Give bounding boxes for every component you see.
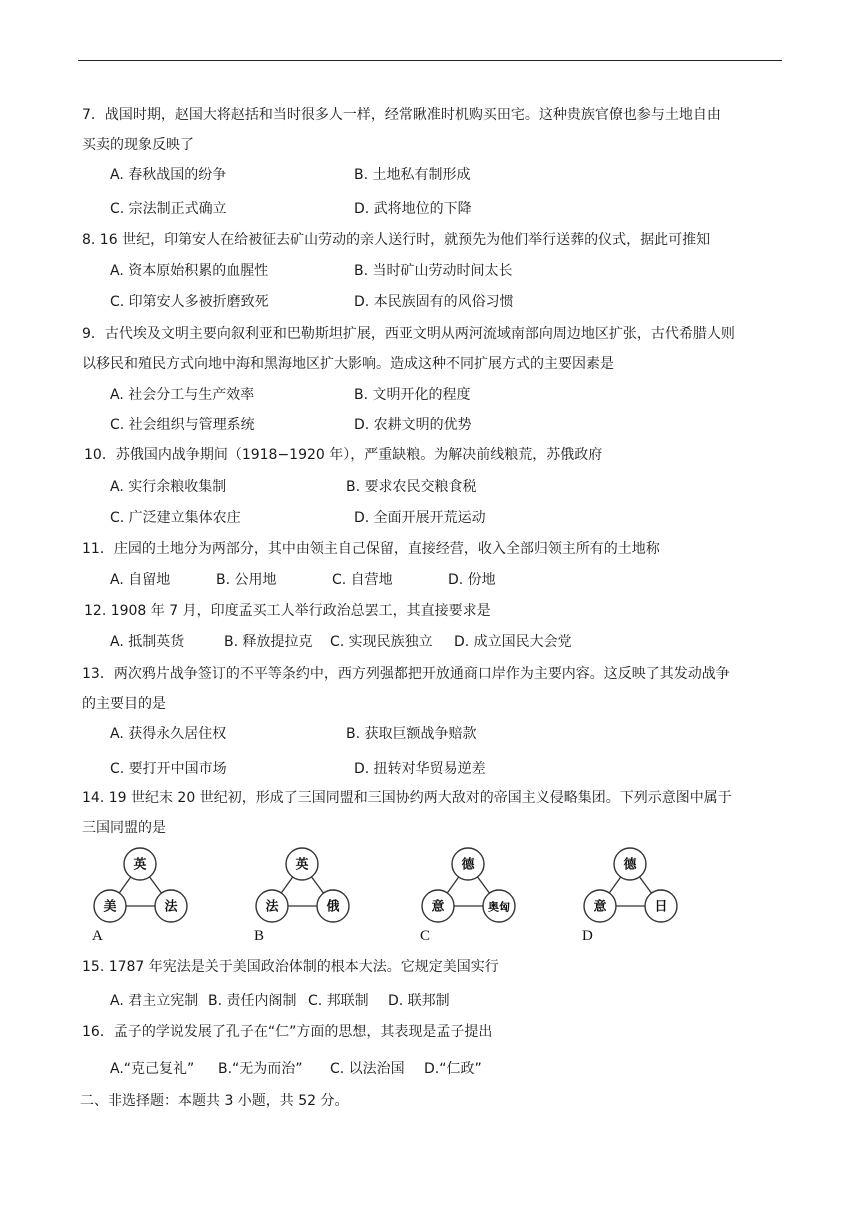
question-9-option-d: D. 农耕文明的优势 xyxy=(354,417,472,433)
question-11-stem-line-1: 11．庄园的土地分为两部分，其中由领主自己保留，直接经营，收入全部归领主所有的土地称 xyxy=(82,541,660,557)
section-heading: 二、非选择题：本题共 3 小题，共 52 分。 xyxy=(80,1093,349,1109)
diagram-letter: A xyxy=(92,928,103,944)
question-13-stem-line-1: 13．两次鸦片战争签订的不平等条约中，西方列强都把开放通商口岸作为主要内容。这反映了其发动战争 xyxy=(82,666,730,682)
question-15-option-d: D. 联邦制 xyxy=(388,993,450,1009)
question-7-option-b: B. 土地私有制形成 xyxy=(354,167,471,183)
diagram-node-label: 德 xyxy=(461,857,475,873)
question-13-option-b: B. 获取巨额战争赔款 xyxy=(346,726,477,742)
question-7-stem-line-2: 买卖的现象反映了 xyxy=(82,137,194,153)
diagram-node-label: 德 xyxy=(623,857,637,873)
diagram-node-label: 法 xyxy=(265,899,279,915)
diagram-node-label: 英 xyxy=(295,857,309,873)
question-14-stem-line-2: 三国同盟的是 xyxy=(82,820,166,836)
question-15-option-c: C. 邦联制 xyxy=(308,993,369,1009)
question-15-option-a: A. 君主立宪制 xyxy=(110,993,199,1009)
alliance-diagrams-svg xyxy=(80,842,700,952)
question-13-option-c: C. 要打开中国市场 xyxy=(110,761,227,777)
diagram-letter: B xyxy=(254,928,265,944)
question-15-stem-line-1: 15. 1787 年宪法是关于美国政治体制的根本大法。它规定美国实行 xyxy=(82,959,499,975)
diagram-a xyxy=(92,848,187,944)
question-13-option-a: A. 获得永久居住权 xyxy=(110,726,227,742)
question-11-option-c: C. 自营地 xyxy=(332,572,393,588)
diagram-d xyxy=(582,848,677,944)
question-10-option-a: A. 实行余粮收集制 xyxy=(110,479,227,495)
question-7-stem-line-1: 7．战国时期，赵国大将赵括和当时很多人一样，经常瞅准时机购买田宅。这种贵族官僚也参与土地自由 xyxy=(82,107,721,123)
question-13-stem-line-2: 的主要目的是 xyxy=(82,696,166,712)
question-12-option-d: D. 成立国民大会党 xyxy=(454,634,572,650)
question-10-option-d: D. 全面开展开荒运动 xyxy=(354,510,486,526)
diagram-node-label: 法 xyxy=(164,899,178,915)
alliance-diagrams xyxy=(80,842,700,952)
question-9-option-a: A. 社会分工与生产效率 xyxy=(110,387,255,403)
diagram-b xyxy=(254,848,349,944)
question-11-option-b: B. 公用地 xyxy=(216,572,277,588)
question-13-option-d: D. 扭转对华贸易逆差 xyxy=(354,761,486,777)
question-9-option-b: B. 文明开化的程度 xyxy=(354,387,471,403)
question-9-option-c: C. 社会组织与管理系统 xyxy=(110,417,255,433)
diagram-letter: D xyxy=(582,928,593,944)
diagram-node-label: 日 xyxy=(654,899,668,915)
question-9-stem-line-2: 以移民和殖民方式向地中海和黑海地区扩大影响。造成这种不同扩展方式的主要因素是 xyxy=(82,356,614,372)
question-8-option-a: A. 资本原始积累的血腥性 xyxy=(110,263,269,279)
diagram-node-label: 俄 xyxy=(326,899,340,915)
question-8-stem-line-1: 8. 16 世纪，印第安人在给被征去矿山劳动的亲人送行时，就预先为他们举行送葬的仪式，据此可推知 xyxy=(82,232,711,248)
question-8-option-d: D. 本民族固有的风俗习惯 xyxy=(354,294,514,310)
question-7-option-a: A. 春秋战国的纷争 xyxy=(110,167,227,183)
question-14-stem-line-1: 14. 19 世纪末 20 世纪初，形成了三国同盟和三国协约两大敌对的帝国主义侵略集团。下列示意图中属于 xyxy=(82,790,732,806)
question-12-stem-line-1: 12. 1908 年 7 月，印度孟买工人举行政治总罢工，其直接要求是 xyxy=(84,603,491,619)
diagram-letter: C xyxy=(420,928,431,944)
diagram-node-label: 美 xyxy=(103,899,117,915)
question-11-option-d: D. 份地 xyxy=(448,572,496,588)
question-8-option-b: B. 当时矿山劳动时间太长 xyxy=(354,263,513,279)
diagram-node-label: 意 xyxy=(431,899,445,915)
diagram-node-label: 奥匈 xyxy=(488,900,510,914)
question-16-option-a: A.“克己复礼” xyxy=(110,1061,195,1077)
question-16-option-c: C. 以法治国 xyxy=(330,1061,405,1077)
question-10-stem-line-1: 10．苏俄国内战争期间（1918−1920 年），严重缺粮。为解决前线粮荒，苏俄政府 xyxy=(84,447,603,463)
question-12-option-c: C. 实现民族独立 xyxy=(330,634,433,650)
question-10-option-c: C. 广泛建立集体农庄 xyxy=(110,510,241,526)
question-16-option-d: D.“仁政” xyxy=(424,1061,482,1077)
diagram-node-label: 英 xyxy=(133,857,147,873)
diagram-c xyxy=(420,848,515,944)
question-16-stem-line-1: 16．孟子的学说发展了孔子在“仁”方面的思想，其表现是孟子提出 xyxy=(82,1024,493,1040)
question-7-option-c: C. 宗法制正式确立 xyxy=(110,201,227,217)
question-8-option-c: C. 印第安人多被折磨致死 xyxy=(110,294,269,310)
question-15-option-b: B. 责任内阁制 xyxy=(208,993,297,1009)
question-12-option-b: B. 释放提拉克 xyxy=(224,634,313,650)
question-10-option-b: B. 要求农民交粮食税 xyxy=(346,479,477,495)
header-rule xyxy=(78,60,782,61)
diagram-node-label: 意 xyxy=(593,899,607,915)
question-7-option-d: D. 武将地位的下降 xyxy=(354,201,472,217)
question-12-option-a: A. 抵制英货 xyxy=(110,634,185,650)
question-9-stem-line-1: 9．古代埃及文明主要向叙利亚和巴勒斯坦扩展，西亚文明从两河流域南部向周边地区扩张，古代希腊人则 xyxy=(82,326,735,342)
question-11-option-a: A. 自留地 xyxy=(110,572,171,588)
question-16-option-b: B.“无为而治” xyxy=(218,1061,303,1077)
